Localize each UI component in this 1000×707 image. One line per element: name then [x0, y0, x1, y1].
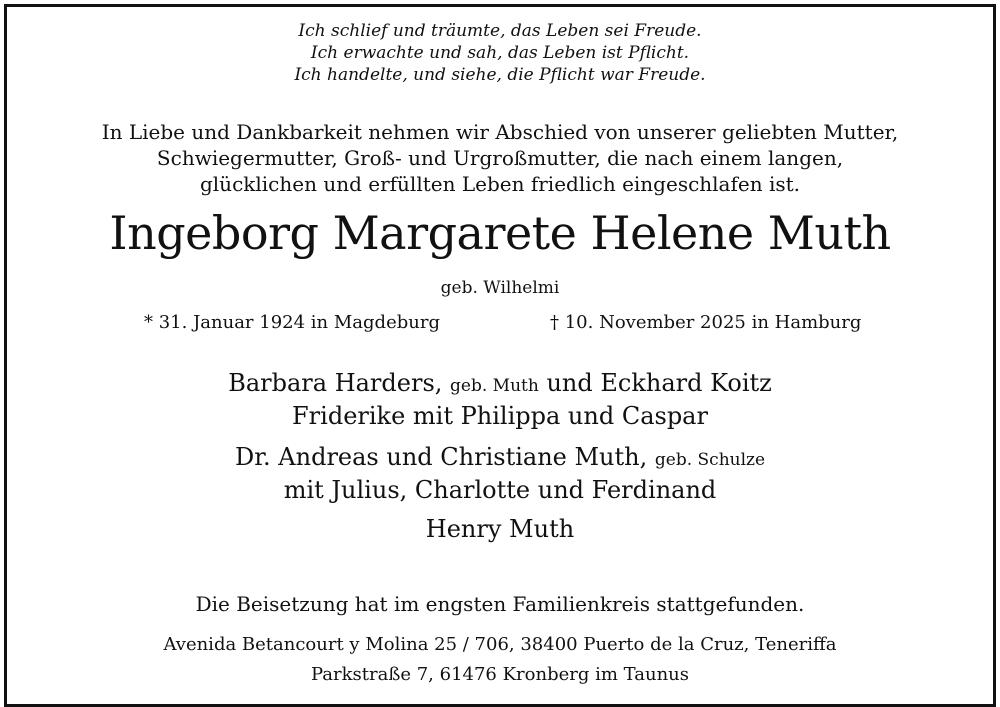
mourner-line [0, 369, 1000, 397]
birth-date: * 31. Januar 1924 in Magdeburg [144, 312, 440, 333]
mourner-name: Dr. Andreas und Christiane Muth, [234, 443, 648, 471]
intro-line: glücklichen und erfüllten Leben friedlich eingeschlafen ist. [199, 172, 801, 196]
poem-line: Ich erwachte und sah, das Leben ist Pflicht. [310, 43, 690, 63]
burial-note: Die Beisetzung hat im engsten Familienkreis stattgefunden. [195, 592, 805, 616]
deceased-name: Ingeborg Margarete Helene Muth [109, 206, 891, 260]
mourner-line: Henry Muth [425, 515, 575, 543]
address-line: Parkstraße 7, 61476 Kronberg im Taunus [310, 664, 690, 685]
poem-line: Ich handelte, und siehe, die Pflicht war Freude. [294, 65, 706, 85]
mourner-line [0, 443, 1000, 471]
intro-text [0, 119, 1000, 197]
intro-line: In Liebe und Dankbarkeit nehmen wir Abschied von unserer geliebten Mutter, [101, 120, 899, 144]
poem [0, 20, 1000, 86]
mourner-line: mit Julius, Charlotte und Ferdinand [283, 476, 717, 504]
death-date: † 10. November 2025 in Hamburg [550, 312, 862, 333]
address-line: Avenida Betancourt y Molina 25 / 706, 38400 Puerto de la Cruz, Teneriffa [163, 634, 837, 655]
poem-line: Ich schlief und träumte, das Leben sei Freude. [298, 21, 702, 41]
mourner-name: Barbara Harders, [228, 369, 443, 397]
mourner-born-name: geb. Muth [450, 376, 539, 396]
mourner-born-name: geb. Schulze [654, 450, 766, 470]
birth-name: geb. Wilhelmi [440, 278, 560, 298]
mourner-partner: und Eckhard Koitz [546, 369, 772, 397]
intro-line: Schwiegermutter, Groß- und Urgroßmutter, die nach einem langen, [156, 146, 844, 170]
mourner-line: Friderike mit Philippa und Caspar [292, 402, 708, 430]
